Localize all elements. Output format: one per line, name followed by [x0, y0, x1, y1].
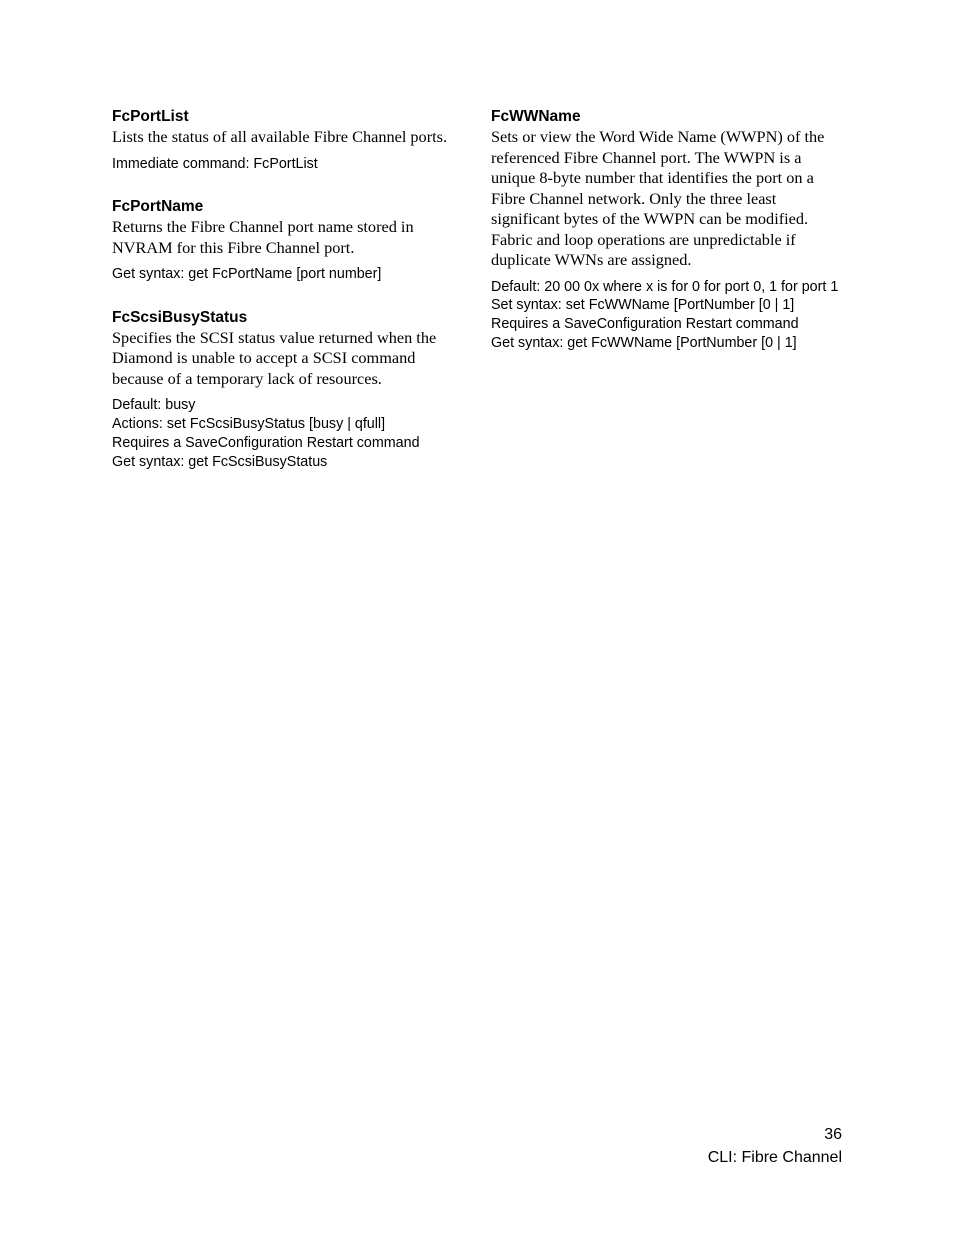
entry-heading: FcWWName [491, 108, 581, 125]
entry-heading: FcPortName [112, 198, 204, 216]
entry-description: Sets or view the Word Wide Name (WWPN) of the referenced Fibre Channel port. The WWPN is a unique 8-byte number that identifies the port on a Fibre Channel network. Only the three least significant bytes of the WWPN can be modified. Fabric and loop operations are unpredictable if duplicate WWNs are assigned. [491, 127, 825, 269]
entry-fcscsibusystatus [112, 309, 464, 471]
entry-details [112, 396, 464, 471]
detail-line: Requires a SaveConfiguration Restart command [491, 315, 799, 332]
detail-line: Get syntax: get FcScsiBusyStatus [112, 453, 328, 470]
detail-line: Default: busy [112, 397, 196, 414]
detail-line: Immediate command: FcPortList [112, 155, 318, 172]
entry-details [112, 155, 464, 174]
detail-line: Default: 20 00 0x where x is for 0 for port 0, 1 for port 1 [491, 278, 839, 295]
detail-line: Set syntax: set FcWWName [PortNumber [0 | 1] [491, 297, 795, 314]
entry-description: Specifies the SCSI status value returned when the Diamond is unable to accept a SCSI command because of a temporary lack of resources. [112, 327, 437, 388]
entry-description: Lists the status of all available Fibre Channel ports. [112, 127, 448, 146]
entry-details [112, 265, 464, 284]
detail-line: Actions: set FcScsiBusyStatus [busy | qfull] [112, 416, 386, 433]
detail-line: Get syntax: get FcPortName [port number] [112, 266, 382, 283]
page-footer [708, 1123, 842, 1169]
right-column [491, 108, 843, 377]
entry-heading: FcPortList [112, 108, 189, 125]
entry-details [491, 278, 843, 353]
entry-fcportlist [112, 108, 464, 173]
detail-line: Requires a SaveConfiguration Restart command [112, 434, 420, 451]
left-column [112, 108, 464, 496]
section-title: CLI: Fibre Channel [707, 1149, 842, 1166]
page-number: 36 [824, 1126, 842, 1143]
entry-fcwwname [491, 108, 843, 352]
entry-heading: FcScsiBusyStatus [112, 308, 248, 326]
entry-fcportname [112, 198, 464, 284]
detail-line: Get syntax: get FcWWName [PortNumber [0 | 1] [491, 334, 797, 351]
entry-description: Returns the Fibre Channel port name stored in NVRAM for this Fibre Channel port. [112, 217, 414, 257]
